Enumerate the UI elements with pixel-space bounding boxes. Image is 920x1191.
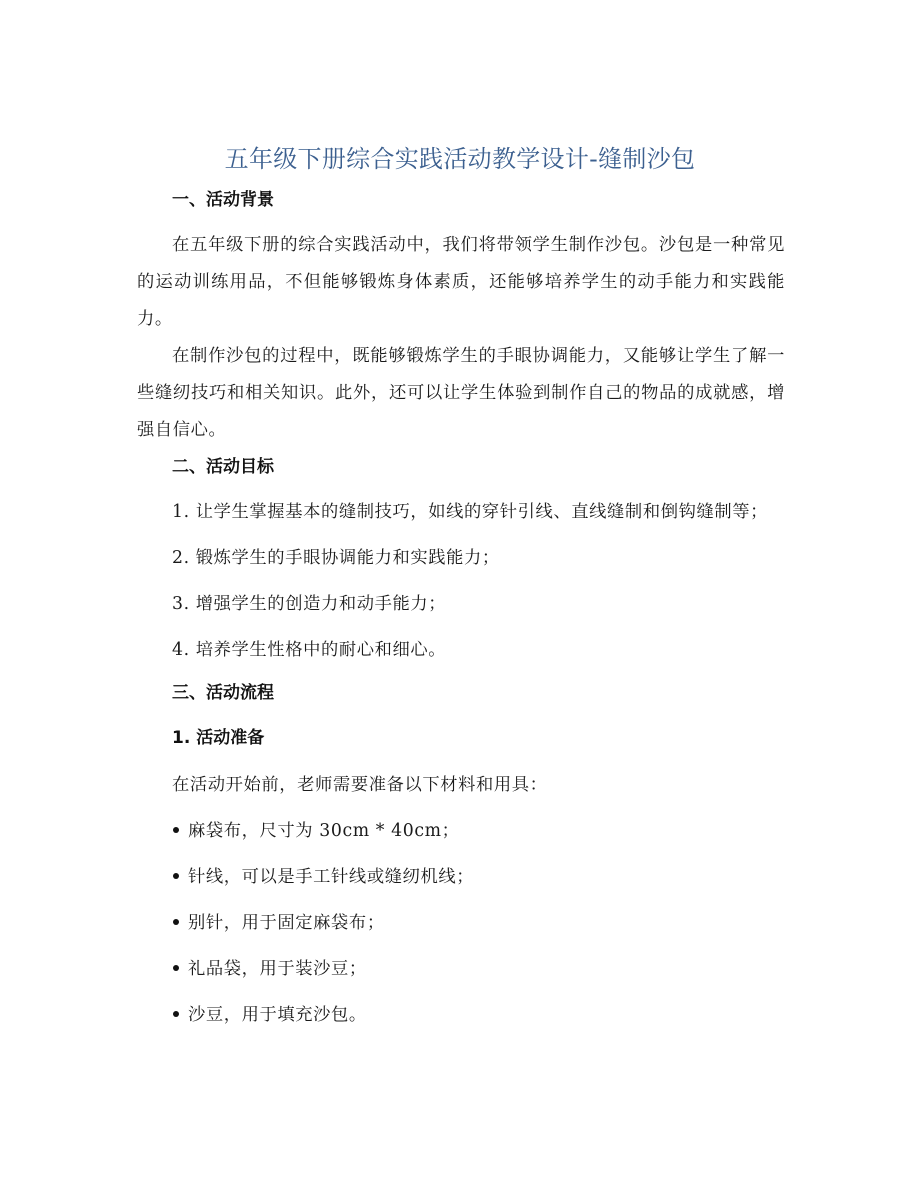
material-text: 别针，用于固定麻袋布； [188, 913, 385, 933]
goal-item-2: 2. 锻炼学生的手眼协调能力和实践能力； [172, 548, 500, 568]
bullet-dot-icon [173, 827, 179, 833]
material-text: 礼品袋，用于装沙豆； [188, 959, 367, 979]
paragraph-background-1: 在五年级下册的综合实践活动中，我们将带领学生制作沙包。沙包是一种常见的运动训练用品，不但能够锻炼身体素质，还能够培养学生的动手能力和实践能力。 [137, 235, 785, 329]
material-bullet-1 [172, 819, 459, 843]
section-heading-background: 一、活动背景 [172, 190, 274, 210]
material-bullet-4 [172, 957, 367, 981]
goal-item-4: 4. 培养学生性格中的耐心和细心。 [172, 640, 447, 660]
material-text: 麻袋布，尺寸为 30cm * 40cm； [188, 821, 460, 841]
bullet-dot-icon [173, 873, 179, 879]
goal-item-3: 3. 增强学生的创造力和动手能力； [172, 594, 447, 614]
subheading-preparation: 1. 活动准备 [172, 728, 265, 748]
material-bullet-3 [172, 911, 385, 935]
paragraph-background-2: 在制作沙包的过程中，既能够锻炼学生的手眼协调能力，又能够让学生了解一些缝纫技巧和相关知识。此外，还可以让学生体验到制作自己的物品的成就感，增强自信心。 [137, 346, 785, 440]
material-text: 沙豆，用于填充沙包。 [188, 1005, 367, 1025]
preparation-intro: 在活动开始前，老师需要准备以下材料和用具： [172, 775, 548, 795]
section-heading-goals: 二、活动目标 [172, 457, 274, 477]
bullet-dot-icon [173, 919, 179, 925]
material-bullet-5 [172, 1003, 367, 1027]
goal-item-1: 1. 让学生掌握基本的缝制技巧，如线的穿针引线、直线缝制和倒钩缝制等； [172, 502, 768, 522]
material-text: 针线，可以是手工针线或缝纫机线； [188, 867, 475, 887]
material-bullet-2 [172, 865, 474, 889]
document-title: 五年级下册综合实践活动教学设计-缝制沙包 [224, 145, 696, 173]
bullet-dot-icon [173, 1011, 179, 1017]
bullet-dot-icon [173, 965, 179, 971]
section-heading-process: 三、活动流程 [172, 683, 274, 703]
